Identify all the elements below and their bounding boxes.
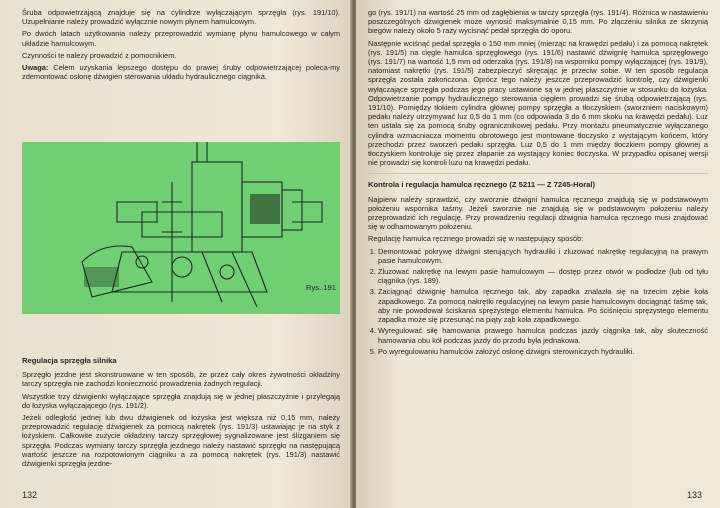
left-text-top (22, 8, 340, 84)
list-item: 2. Zluzować nakrętkę na lewym pasie hamulcowym — dostęp przez otwór w podłodze (lub od tyłu ciągnika (rys. 189). (378, 267, 708, 285)
paragraph: Najpierw należy sprawdzić, czy sworznie dźwigni hamulca ręcznego znajdują się w podstawowym położeniu wspornika taśmy. Jeżeli sworznie nie znajdują się w podstawowym położeniu należy przeprowadzić ich regulację. Przy prowadzeniu regulacji dźwignia hamulca ręcznego musi znajdować się w odhamowanym położeniu. (368, 194, 708, 232)
list-item: 5. Po wyregulowaniu hamulców założyć osłonę dźwigni sterowniczych hydrauliki. (378, 347, 708, 356)
paragraph: Po dwóch latach użytkowania należy przeprowadzić wymianę płynu hamulcowego w całym układzie hamulcowym. (22, 29, 340, 48)
list-item: 4. Wyregulować siłę hamowania prawego hamulca podczas jazdy ciągnika tak, aby skuteczność hamowania obu kół podczas jazdy do przodu była jednakowa. (378, 326, 708, 344)
paragraph: Wszystkie trzy dźwigienki wyłączające sprzęgła znajdują się w jednej płaszczyźnie i przylegają do łożyska wyłączającego (rys. 191/2). (22, 391, 340, 410)
note-label: Uwaga: (22, 63, 49, 73)
paragraph: Regulację hamulca ręcznego prowadzi się w następujący sposób: (368, 234, 584, 244)
paragraph: Śruba odpowietrzającą znajduje się na cylindrze wyłączającym sprzęgła (rys. 191/10). Uzupełnianie należy prowadzić wyłącznie nowym płynem hamulcowym. (22, 8, 340, 27)
paragraph: Czynności te należy prowadzić z pomocnikiem. (22, 50, 177, 60)
left-page (0, 0, 352, 508)
list-item: 1. Demontować pokrywę dźwigni sterujących hydrauliki i zluzować nakrętkę regulacyjną na prawym pasie hamulcowym. (378, 247, 708, 265)
right-page (356, 0, 720, 508)
right-text (368, 8, 708, 358)
divider (368, 173, 708, 174)
paragraph: Sprzęgło jezdne jest skonstruowane w ten sposób, że przez cały okres żywotności okładziny tarczy sprzęgła nie zachodzi konieczność prowadzenia żadnych regulacji. (22, 370, 340, 389)
list-item: 3. Zaciągnąć dźwignię hamulca ręcznego tak, aby zapadka znalazła się na trzecim zębie koła zapadkowego. Za pomocą nakrętki regulacyjnej na lewym pasie hamulcowym dociągnąć taśmę tak, aby nie powodował ściskania sprężystego elementu hamulca. Po ściśnięciu sprężystego elementu zapadka może się przesunąć na piąty ząb koła zapadkowego. (378, 287, 708, 324)
page-number: 132 (22, 489, 38, 500)
note-paragraph (22, 63, 340, 81)
figure-caption: Rys. 191 (306, 283, 336, 292)
paragraph: Jeżeli odległość jednej lub dwu dźwigienek od łożyska jest większa niż 0,15 mm, należy przeprowadzić regulację dźwigienek za pomocą nakrętek (rys. 191/3) ustawiając je na styk z łożyskiem. Całkowite zużycie okładziny tarczy sprzęgłowej sygnalizowane jest ślizganiem się sprzęgła. Podczas wymiany tarczy sprzęgła jezdnego należy nastawić sprzęgło na następującą wartość jeszcze na rozpotowionym ciągniku a za pomocą nakrętek (rys. 191/3) nastawić dźwigienki sprzęgła jezdne- (22, 413, 340, 469)
left-text-bottom (22, 356, 340, 471)
section-title: Regulacja sprzęgła silnika (22, 356, 117, 365)
paragraph: Następnie wciśnąć pedał sprzęgła o 150 mm mniej (mierząc na krawędzi pedału) i za pomocą nakrętek (rys. 191/5) na cięgle hamulca sprzęgłowego (rys. 191/6) nastawić dźwignię hamulca sprzęgłowego (rys. 191/7) na wartość 1,5 mm od oderzaka (rys. 191/8) na wsporniku pompy wyłączającej (rys. 191/9), natomiast nakrętki (rys. 191/5) zabezpieczyć skręcając je przeciw sobie. W ten sposób regulacja sprzęgła została zakończona. Oprócz tego należy jeszcze przeprowadzić kontrolę, czy dźwigienki wyłączające sprzęgła podczas jego pracy ustawione są w jednej płaszczyźnie w stosunku do łożyska. Odpowietrzanie pompy hydraulicznego sterowania cięgłem prowadzi się śrubą odpowietrzającą (rys. 191/10). Pomiędzy tłokiem cylindra głównej pompy sprzęgła a tłoczyskiem (sworzniem naciskowym) pedału należy utrzymywać luz 0,5 do 1 mm (co odpowiada 3 do 6 mm skoku na krawędzi pedału). Luz ten ustala się za pomocą śruby ogranicznikowej pedału. Przy montażu pneumatycznie wyłączanego cylindra wzmacniacza momentu obrotowego jest montowane tłoczysko z wystającym końcem, który przechodzi przez sworzeń pedału sprzęgła. Luz 0,5 do 1 mm między tłoczkiem pompy głównej a tłoczyskiem kontroluje się przez złapanie za wystający koniec tłoczyska. W przypadku opisanej wersji nie prowadzi się kontroli luzu na krawędzi pedału. (368, 38, 708, 168)
paragraph: go (rys. 191/1) na wartość 25 mm od zagłębienia w tarczy sprzęgła (rys. 191/4). Różnica w nastawieniu poszczególnych dźwigienek może wynosić maksymalnie 0,15 mm. Po złączeniu silnika ze skrzynią biegów należy około 5 razy wycisnąć pedał sprzęgła do oporu. (368, 8, 708, 36)
page-number: 133 (686, 489, 702, 500)
clutch-mechanism-figure (22, 142, 340, 314)
note-text: Celem uzyskania lepszego dostępu do prawej śruby odpowietrzającej poleca-my zdemontować osłonę dźwigien sterowania układu hydraulicznego ciągnika. (22, 63, 340, 82)
steps-list (368, 247, 708, 356)
section-title: Kontrola i regulacja hamulca ręcznego (Z 5211 — Z 7245-Horal) (368, 180, 596, 190)
clutch-drawing (22, 142, 340, 314)
